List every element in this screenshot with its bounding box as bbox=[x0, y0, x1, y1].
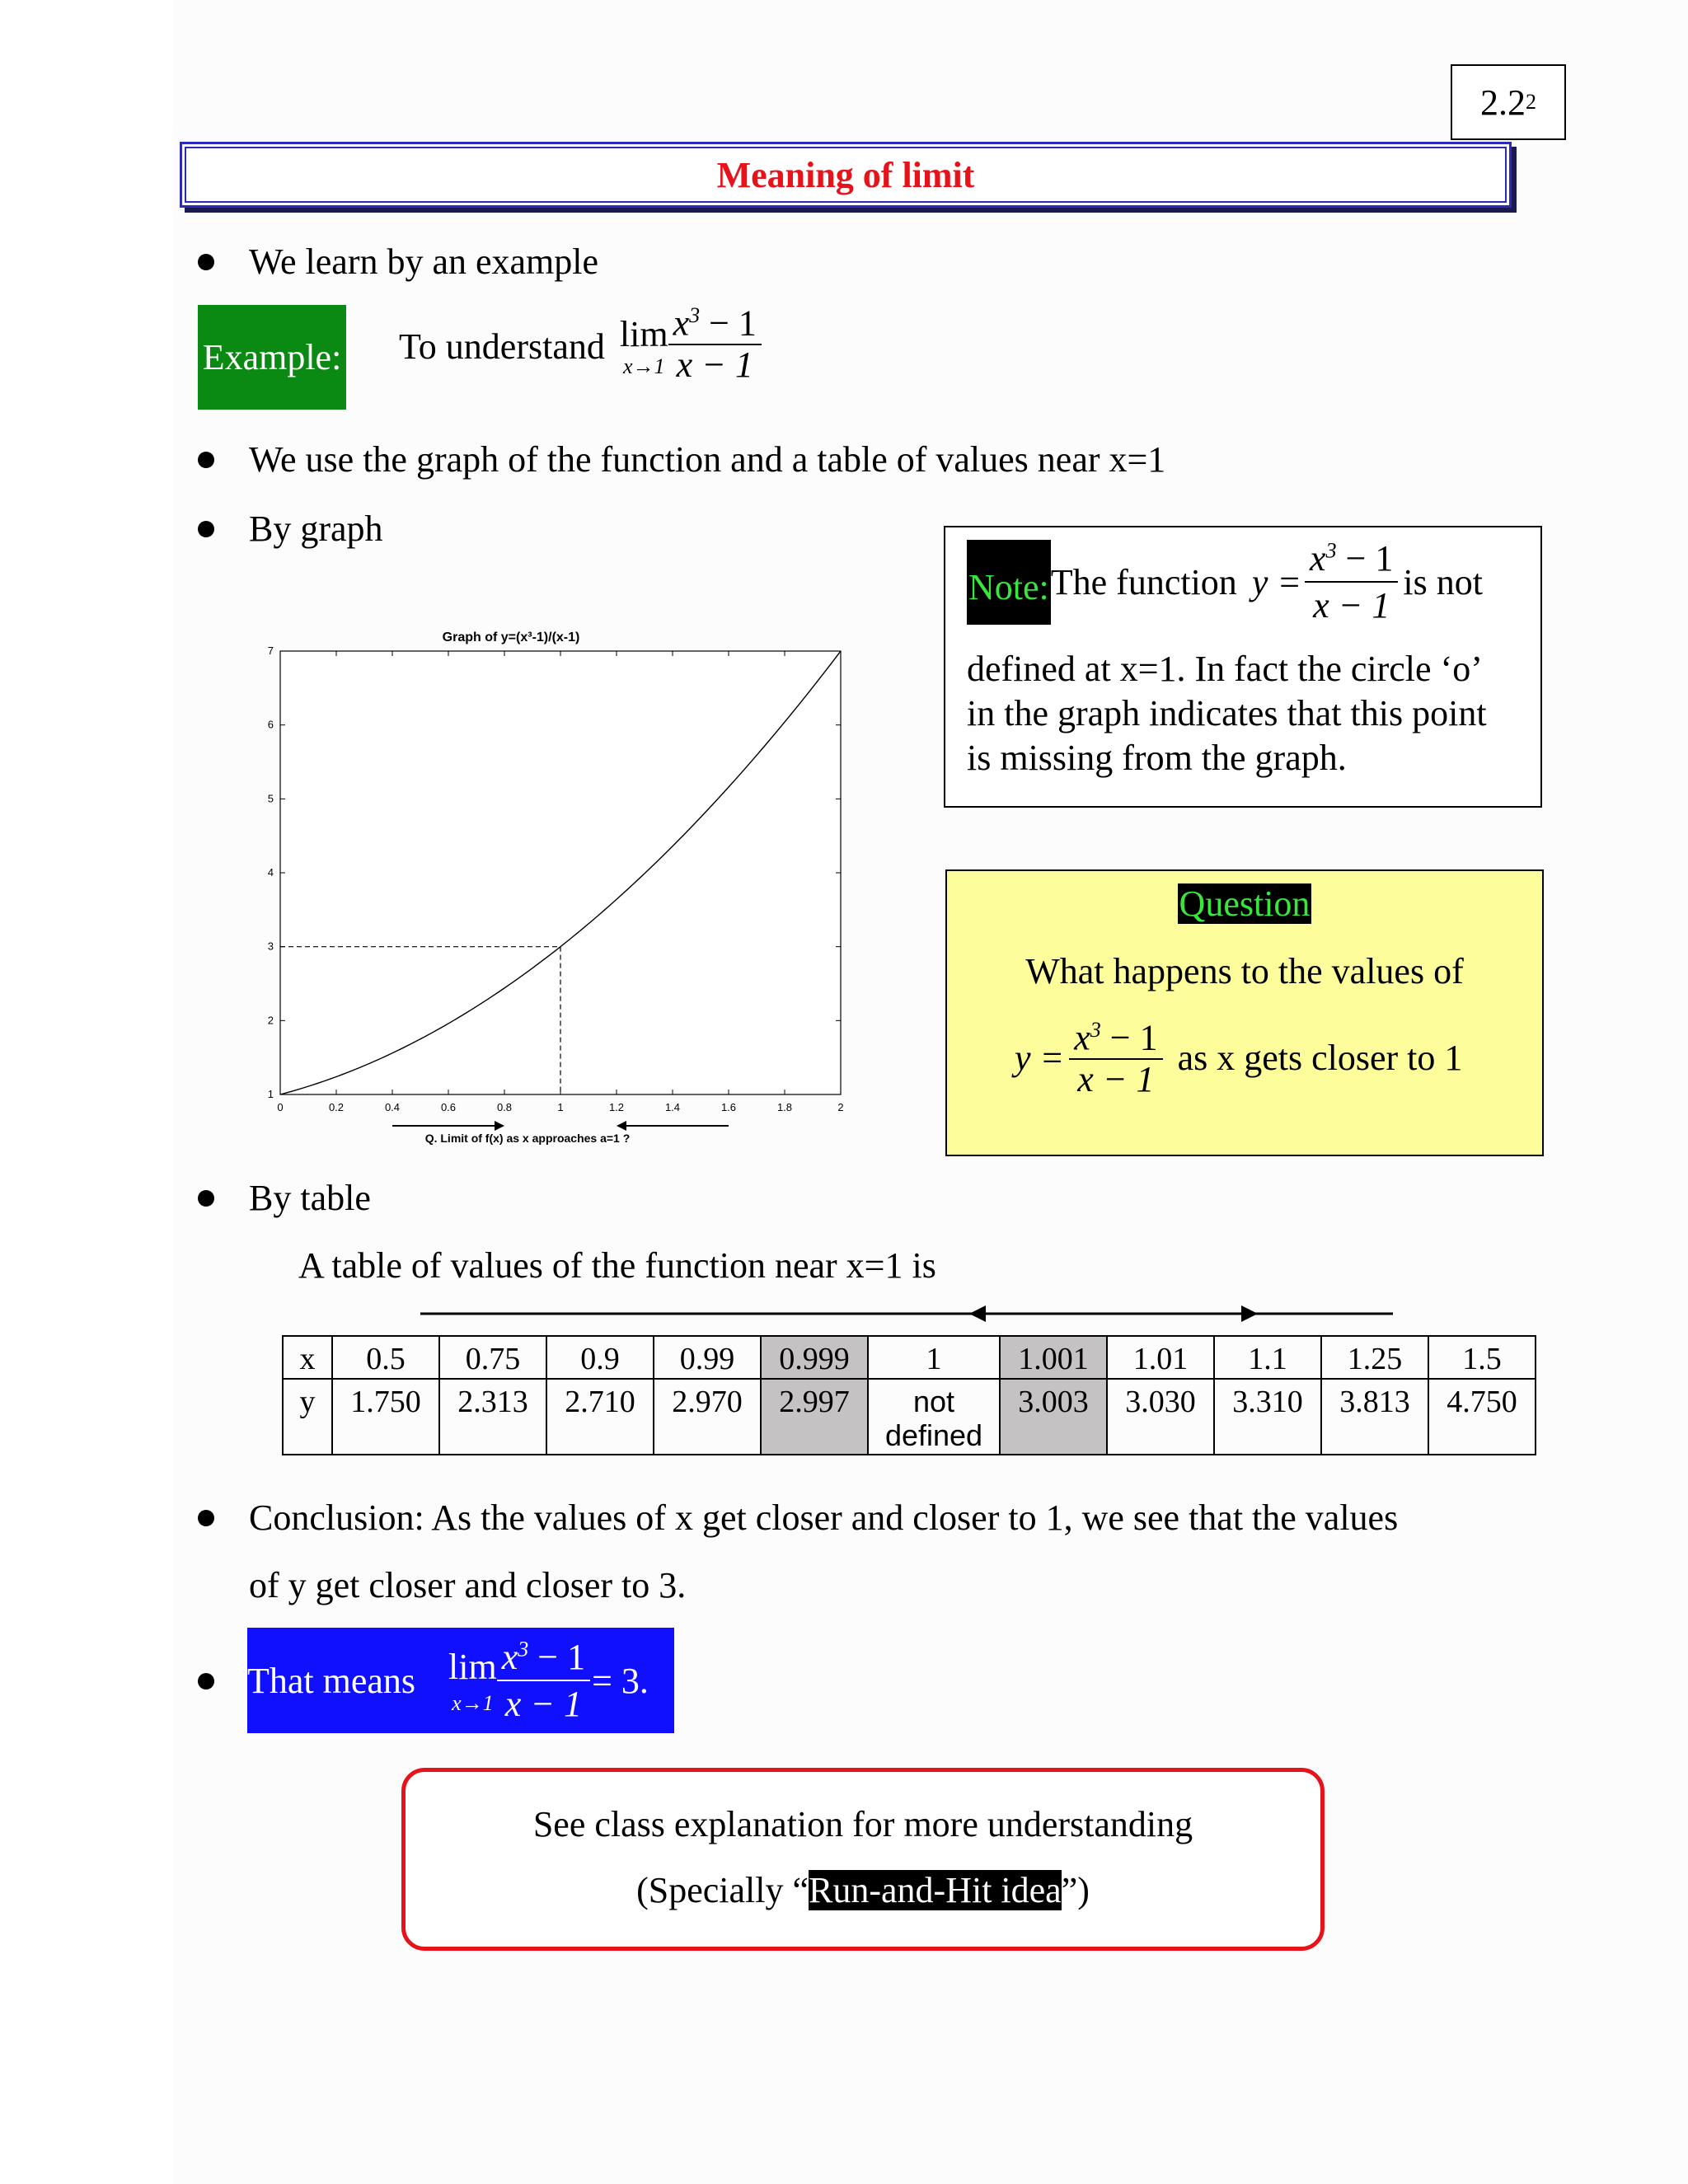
fraction-denominator: x − 1 bbox=[676, 344, 753, 385]
that-means-box bbox=[247, 1628, 674, 1733]
question-line-2: as x gets closer to 1 bbox=[1177, 1038, 1463, 1079]
y-tick-label: 4 bbox=[267, 866, 274, 879]
table-cell: 4.750 bbox=[1428, 1379, 1536, 1455]
x-tick-label: 1.2 bbox=[608, 1101, 625, 1113]
page-title: Meaning of limit bbox=[716, 154, 975, 195]
y-tick-label: 1 bbox=[267, 1088, 274, 1100]
run-and-hit-highlight: Run-and-Hit idea bbox=[809, 1870, 1062, 1910]
question-line-1: What happens to the values of bbox=[1025, 951, 1464, 991]
values-table bbox=[282, 1335, 1536, 1455]
table-row-x bbox=[283, 1336, 1536, 1379]
bullet-text-3: By graph bbox=[249, 509, 383, 549]
bullet-dot bbox=[198, 1673, 214, 1690]
example-badge: Example: bbox=[198, 305, 346, 410]
table-cell: 1.5 bbox=[1428, 1336, 1536, 1379]
bullet-dot bbox=[198, 452, 214, 468]
bullet-dot bbox=[198, 254, 214, 270]
limit-graph bbox=[247, 610, 874, 1154]
bullet-text-4: By table bbox=[249, 1178, 371, 1218]
table-cell: 1.01 bbox=[1107, 1336, 1214, 1379]
note-y-eq: y = bbox=[1251, 561, 1302, 602]
table-cell: 1.1 bbox=[1214, 1336, 1321, 1379]
x-tick-label: 0.4 bbox=[384, 1101, 401, 1113]
table-cell: 3.813 bbox=[1321, 1379, 1428, 1455]
see-class-box bbox=[401, 1768, 1325, 1951]
bullet-text-2: We use the graph of the function and a table of values near x=1 bbox=[249, 439, 1166, 480]
table-cell: 2.970 bbox=[654, 1379, 761, 1455]
bullet-text-1: We learn by an example bbox=[249, 241, 599, 282]
x-tick-label: 1.4 bbox=[664, 1101, 681, 1113]
example-fraction bbox=[668, 302, 762, 385]
table-cell: 3.310 bbox=[1214, 1379, 1321, 1455]
example-expression bbox=[399, 302, 762, 385]
x-tick-label: 0.8 bbox=[496, 1101, 513, 1113]
table-cell: 1.750 bbox=[332, 1379, 439, 1455]
x-tick-label: 1.6 bbox=[720, 1101, 737, 1113]
x-tick-label: 0.2 bbox=[328, 1101, 345, 1113]
table-cell-highlight: 1.001 bbox=[1000, 1336, 1107, 1379]
note-label: Note: bbox=[967, 540, 1051, 625]
note-line-3: in the graph indicates that this point bbox=[967, 693, 1487, 733]
title-box bbox=[180, 142, 1512, 208]
chart-xlabel: Q. Limit of f(x) as x approaches a=1 ? bbox=[424, 1132, 631, 1145]
question-label: Question bbox=[1179, 883, 1311, 924]
x-tick-label: 1.8 bbox=[776, 1101, 793, 1113]
table-cell: 1.25 bbox=[1321, 1336, 1428, 1379]
table-cell: 0.5 bbox=[332, 1336, 439, 1379]
table-intro: A table of values of the function near x=1 is bbox=[298, 1245, 936, 1286]
table-cell-highlight: 2.997 bbox=[761, 1379, 868, 1455]
x-tick-label: 0.6 bbox=[440, 1101, 457, 1113]
note-line-1-text: The function bbox=[1050, 561, 1237, 602]
table-cell: 2.313 bbox=[439, 1379, 546, 1455]
note-fraction: $\frac{x^3 - 1}{x - 1}$ bbox=[1305, 537, 1398, 626]
annotation-arrowhead-right bbox=[495, 1121, 504, 1131]
lim-subscript: x→1 bbox=[622, 354, 665, 379]
chart-title: Graph of y=(x³-1)/(x-1) bbox=[442, 630, 580, 644]
table-row-y bbox=[283, 1379, 1536, 1455]
question-expression bbox=[1015, 1019, 1462, 1098]
note-line-4: is missing from the graph. bbox=[967, 738, 1347, 778]
table-cell: 0.75 bbox=[439, 1336, 546, 1379]
bullet-dot bbox=[198, 1190, 214, 1207]
fraction-numerator: $x^3 - 1$ bbox=[668, 305, 762, 345]
table-cell-undefined: not defined bbox=[868, 1379, 1000, 1455]
table-cell-highlight: 3.003 bbox=[1000, 1379, 1107, 1455]
limit-operator bbox=[620, 316, 668, 377]
limit-operator: lim x→1 bbox=[448, 1646, 497, 1715]
y-tick-label: 6 bbox=[267, 718, 274, 731]
see-class-line-2: (Specially “Run-and-Hit idea”) bbox=[636, 1870, 1090, 1910]
table-cell-highlight: 0.999 bbox=[761, 1336, 868, 1379]
see-class-line-1: See class explanation for more understanding bbox=[532, 1804, 1193, 1844]
note-box bbox=[944, 526, 1542, 808]
table-cell: 0.9 bbox=[546, 1336, 654, 1379]
x-tick-label: 0 bbox=[277, 1101, 284, 1113]
bullet-dot bbox=[198, 1510, 214, 1526]
y-tick-label: 3 bbox=[267, 940, 274, 953]
bullet-dot bbox=[198, 521, 214, 537]
conclusion-line-1: Conclusion: As the values of x get closer and closer to 1, we see that the values bbox=[249, 1497, 1399, 1538]
table-cell: 0.99 bbox=[654, 1336, 761, 1379]
table-header-y: y bbox=[283, 1379, 332, 1455]
table-cell: 3.030 bbox=[1107, 1379, 1214, 1455]
note-line-1-end: is not bbox=[1403, 561, 1483, 602]
that-means-result: = 3. bbox=[592, 1660, 649, 1701]
x-tick-label: 1 bbox=[557, 1101, 564, 1113]
table-direction-arrows bbox=[412, 1302, 1401, 1332]
table-cell: 2.710 bbox=[546, 1379, 654, 1455]
plot-frame bbox=[280, 651, 841, 1094]
page-number-main: 2.2 bbox=[1480, 82, 1526, 123]
page-number-sub: 2 bbox=[1526, 90, 1536, 114]
y-tick-label: 2 bbox=[267, 1014, 274, 1027]
x-tick-label: 2 bbox=[837, 1101, 844, 1113]
note-line-2: defined at x=1. In fact the circle ‘o’ bbox=[967, 649, 1483, 689]
question-fraction: $\frac{x^3 - 1}{x - 1}$ bbox=[1069, 1019, 1162, 1098]
y-tick-label: 7 bbox=[267, 644, 274, 657]
table-cell: 1 bbox=[868, 1336, 1000, 1379]
note-line-1 bbox=[967, 537, 1483, 626]
limit-graph-svg bbox=[247, 610, 874, 1154]
lim-word: lim bbox=[619, 314, 668, 355]
that-means-fraction: $\frac{x^3 - 1}{x - 1}$ bbox=[497, 1636, 590, 1725]
that-means-text: That means bbox=[247, 1660, 416, 1701]
values-table-wrap bbox=[282, 1335, 1536, 1455]
question-box bbox=[945, 869, 1544, 1156]
question-y-eq: y = bbox=[1015, 1038, 1065, 1079]
example-text: To understand bbox=[399, 326, 605, 368]
y-tick-label: 5 bbox=[267, 792, 274, 805]
left-arrowhead bbox=[969, 1305, 986, 1322]
annotation-arrowhead-left bbox=[617, 1121, 626, 1131]
page-number bbox=[1451, 64, 1566, 140]
conclusion-line-2: of y get closer and closer to 3. bbox=[249, 1565, 687, 1605]
table-header-x: x bbox=[283, 1336, 332, 1379]
